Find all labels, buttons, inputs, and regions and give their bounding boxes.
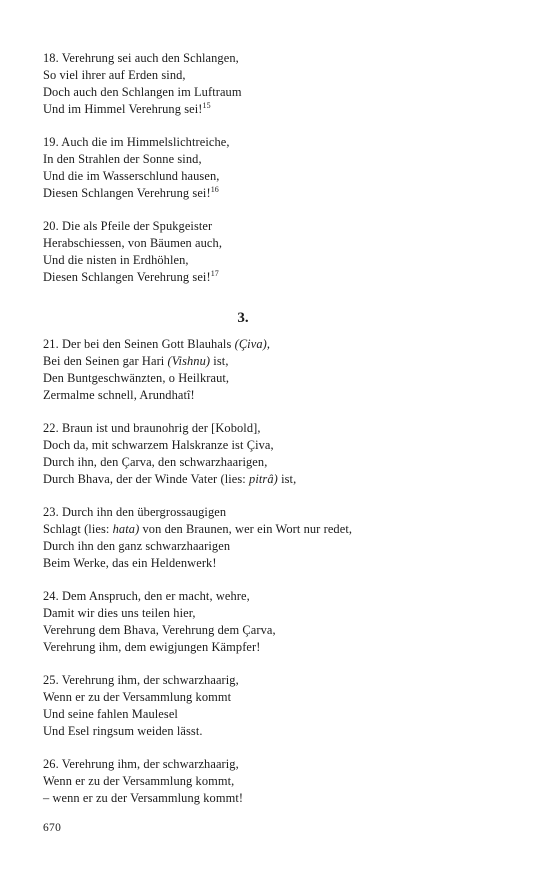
- verse-line: [43, 252, 513, 269]
- verse-text: Durch ihn den ganz schwarzhaarigen: [43, 539, 231, 553]
- verse-line: [43, 706, 513, 723]
- verse-line: [43, 639, 513, 656]
- italic-text: hata): [112, 522, 140, 536]
- verse-line: [43, 370, 513, 387]
- verse-stanza: [43, 218, 513, 286]
- verse-text: Wenn er zu der Versammlung kommt,: [43, 774, 235, 788]
- verse-line: [43, 353, 513, 370]
- footnote-marker: 17: [210, 269, 219, 278]
- verse-text: 26. Verehrung ihm, der schwarzhaarig,: [43, 757, 239, 771]
- verse-text: Diesen Schlangen Verehrung sei!: [43, 270, 211, 284]
- verse-line: [43, 84, 513, 101]
- verse-text: Und seine fahlen Maulesel: [43, 707, 178, 721]
- verse-stanza: [43, 504, 513, 572]
- verse-text: Verehrung ihm, dem ewigjungen Kämpfer!: [43, 640, 261, 654]
- page-number: 670: [43, 822, 62, 834]
- verse-text: Und Esel ringsum weiden lässt.: [43, 724, 203, 738]
- verse-text: Durch ihn, den Çarva, den schwarzhaarigen,: [43, 455, 268, 469]
- verse-line: [43, 168, 513, 185]
- verse-line: [43, 50, 513, 67]
- verse-text: 18. Verehrung sei auch den Schlangen,: [43, 51, 239, 65]
- verse-text: Beim Werke, das ein Heldenwerk!: [43, 556, 217, 570]
- verse-line: [43, 504, 513, 521]
- verse-text: Doch da, mit schwarzem Halskranze ist Çiva,: [43, 438, 274, 452]
- italic-text: (Vishnu): [167, 354, 211, 368]
- verse-text: 24. Dem Anspruch, den er macht, wehre,: [43, 589, 250, 603]
- verse-line: [43, 235, 513, 252]
- verse-line: [43, 538, 513, 555]
- verse-line: [43, 454, 513, 471]
- verse-line: [43, 420, 513, 437]
- verse-text: Durch Bhava, der der Winde Vater (lies:: [43, 472, 250, 486]
- verse-line: [43, 269, 513, 286]
- verse-line: [43, 387, 513, 404]
- verse-line: [43, 101, 513, 118]
- verse-stanza: [43, 672, 513, 740]
- verse-line: [43, 672, 513, 689]
- verse-text: 21. Der bei den Seinen Gott Blauhals: [43, 337, 235, 351]
- verse-text: Bei den Seinen gar Hari: [43, 354, 168, 368]
- verse-line: [43, 773, 513, 790]
- italic-text: (Çiva),: [234, 337, 271, 351]
- verse-text: Diesen Schlangen Verehrung sei!: [43, 186, 211, 200]
- verse-text: Wenn er zu der Versammlung kommt: [43, 690, 232, 704]
- verse-line: [43, 134, 513, 151]
- verse-text: 22. Braun ist und braunohrig der [Kobold],: [43, 421, 261, 435]
- verse-line: [43, 185, 513, 202]
- verse-text: 25. Verehrung ihm, der schwarzhaarig,: [43, 673, 239, 687]
- verse-line: [43, 689, 513, 706]
- verse-text: So viel ihrer auf Erden sind,: [43, 68, 186, 82]
- verse-stanza: [43, 420, 513, 488]
- verse-text: 19. Auch die im Himmelslichtreiche,: [43, 135, 230, 149]
- verse-text: Verehrung dem Bhava, Verehrung dem Çarva,: [43, 623, 276, 637]
- section-heading: 3.: [237, 310, 249, 326]
- verse-text: Herabschiessen, von Bäumen auch,: [43, 236, 223, 250]
- verse-stanza: [43, 756, 513, 807]
- footnote-marker: 15: [202, 101, 211, 110]
- verse-text: – wenn er zu der Versammlung kommt!: [43, 791, 244, 805]
- verse-stanza: [43, 336, 513, 404]
- verse-line: [43, 471, 513, 488]
- verse-text: von den Braunen, wer ein Wort nur redet,: [139, 522, 353, 536]
- verse-text: Doch auch den Schlangen im Luftraum: [43, 85, 242, 99]
- verse-text: Damit wir dies uns teilen hier,: [43, 606, 196, 620]
- verse-line: [43, 521, 513, 538]
- verse-line: [43, 151, 513, 168]
- verse-text: Und die im Wasserschlund hausen,: [43, 169, 220, 183]
- verse-text: ist,: [277, 472, 297, 486]
- verse-text: Und die nisten in Erdhöhlen,: [43, 253, 189, 267]
- verse-text: 23. Durch ihn den übergrossaugigen: [43, 505, 227, 519]
- verse-line: [43, 67, 513, 84]
- verse-text: Und im Himmel Verehrung sei!: [43, 102, 203, 116]
- verse-text: In den Strahlen der Sonne sind,: [43, 152, 202, 166]
- verse-stanza: [43, 134, 513, 202]
- stanza-group-after-heading: [43, 336, 513, 807]
- verse-line: [43, 336, 513, 353]
- verse-text: Schlagt (lies:: [43, 522, 113, 536]
- verse-line: [43, 622, 513, 639]
- verse-line: [43, 555, 513, 572]
- verse-text: Den Buntgeschwänzten, o Heilkraut,: [43, 371, 230, 385]
- verse-line: [43, 605, 513, 622]
- verse-line: [43, 723, 513, 740]
- verse-line: [43, 756, 513, 773]
- verse-text: ist,: [210, 354, 229, 368]
- stanza-group-before-heading: [43, 50, 513, 286]
- verse-stanza: [43, 588, 513, 656]
- page-body: [43, 50, 513, 823]
- verse-stanza: [43, 50, 513, 118]
- footnote-marker: 16: [210, 185, 219, 194]
- verse-line: [43, 218, 513, 235]
- italic-text: pitrâ): [249, 472, 278, 486]
- verse-text: Zermalme schnell, Arundhatî!: [43, 388, 195, 402]
- verse-line: [43, 790, 513, 807]
- verse-line: [43, 588, 513, 605]
- verse-line: [43, 437, 513, 454]
- verse-text: 20. Die als Pfeile der Spukgeister: [43, 219, 213, 233]
